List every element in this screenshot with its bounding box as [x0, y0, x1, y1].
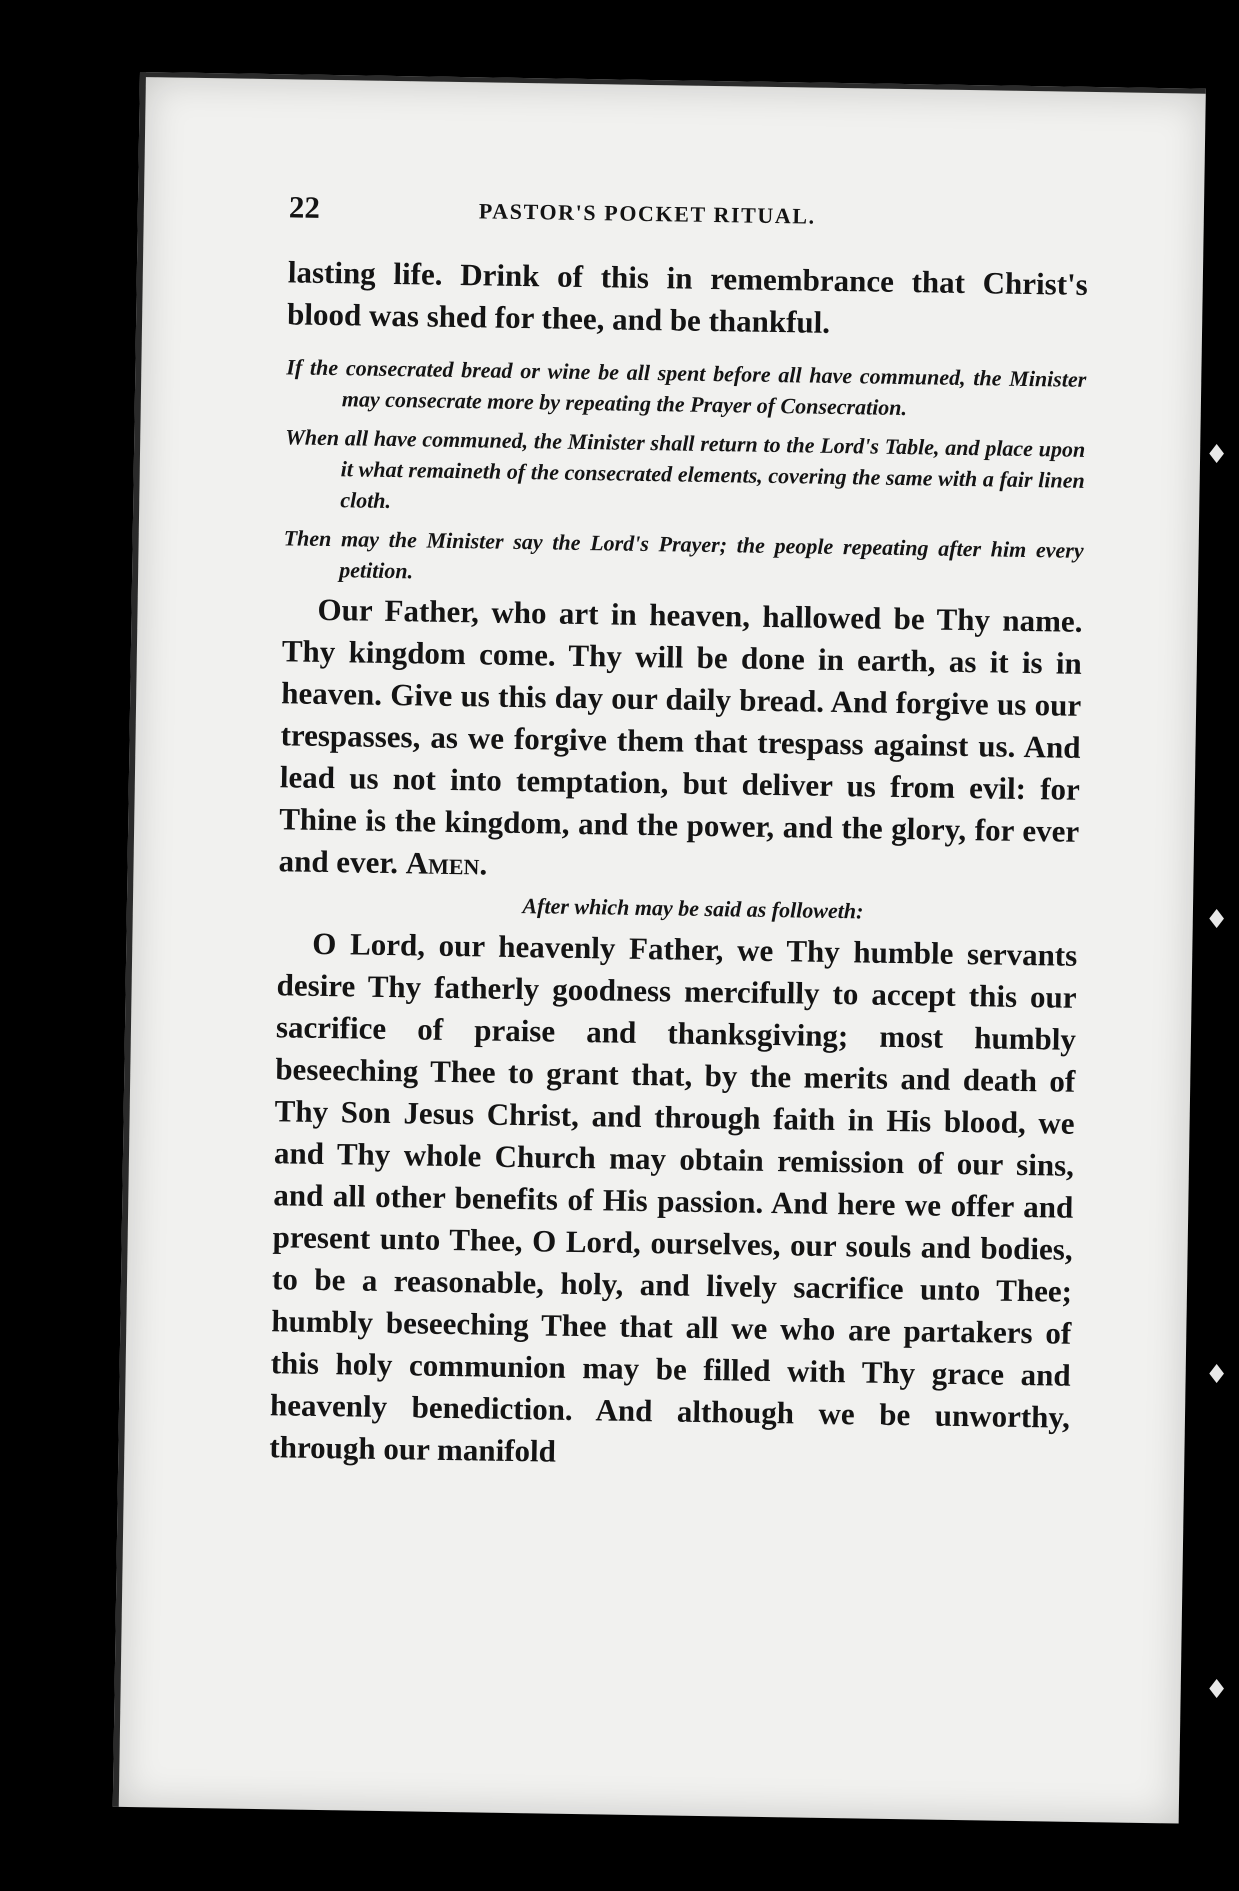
page-header: [288, 189, 1089, 250]
rubric-consecrated: If the consecrated bread or wine be all spent before all have communed, the Minister may consecrate more by repeating the Prayer of Consecration.: [286, 354, 1087, 421]
rubric-when-all-communed: When all have communed, the Minister shall return to the Lord's Table, and place upon it what remaineth of the consecrated elements, covering the same with a fair linen cloth.: [285, 424, 1086, 513]
book-page: [113, 72, 1206, 1824]
edge-mark-bottom: ♦: [1205, 1675, 1229, 1705]
edge-mark-lower: ♦: [1205, 1360, 1229, 1390]
paragraph-lasting-life: lasting life. Drink of this in remembrance that Christ's blood was shed for thee, and be thankful.: [286, 254, 1089, 340]
edge-mark-middle: ♦: [1205, 905, 1229, 935]
amen-text: Amen.: [405, 845, 488, 882]
lords-prayer-paragraph: [278, 588, 1083, 895]
page-number: 22: [288, 189, 321, 225]
rubric-lords-prayer: Then may the Minister say the Lord's Prayer; the people repeating after him every petition.: [283, 525, 1084, 584]
edge-mark-top: ♦: [1205, 440, 1229, 470]
running-head: PASTOR'S POCKET RITUAL.: [478, 198, 816, 229]
rubric-after-which: After which may be said as followeth:: [522, 893, 864, 924]
lords-prayer-text: Our Father, who art in heaven, hallowed be Thy name. Thy kingdom come. Thy will be done in earth, as it is in heaven. Give us this day our daily bread. And forgive us our trespasses, as we forgive them that trespass against us. And lead us not into temptation, but deliver us from evil: for Thine is the kingdom, and the power, and the glory, for ever and ever.: [278, 591, 1083, 881]
page-content: [269, 189, 1089, 1480]
prayer-of-oblation: O Lord, our heavenly Father, we Thy humble servants desire Thy fatherly goodness mercifully to accept this our sacrifice of praise and thanksgiving; most humbly beseeching Thee to grant that, by the merits and death of Thy Son Jesus Christ, and through faith in His blood, we and Thy whole Church may obtain remission of our sins, and all other benefits of His passion. And here we offer and present unto Thee, O Lord, ourselves, our souls and bodies, to be a reasonable, holy, and lively sacrifice unto Thee; humbly beseeching Thee that all we who are partakers of this holy communion may be filled with Thy grace and heavenly benediction. And although we be unworthy, through our manifold: [269, 925, 1078, 1469]
